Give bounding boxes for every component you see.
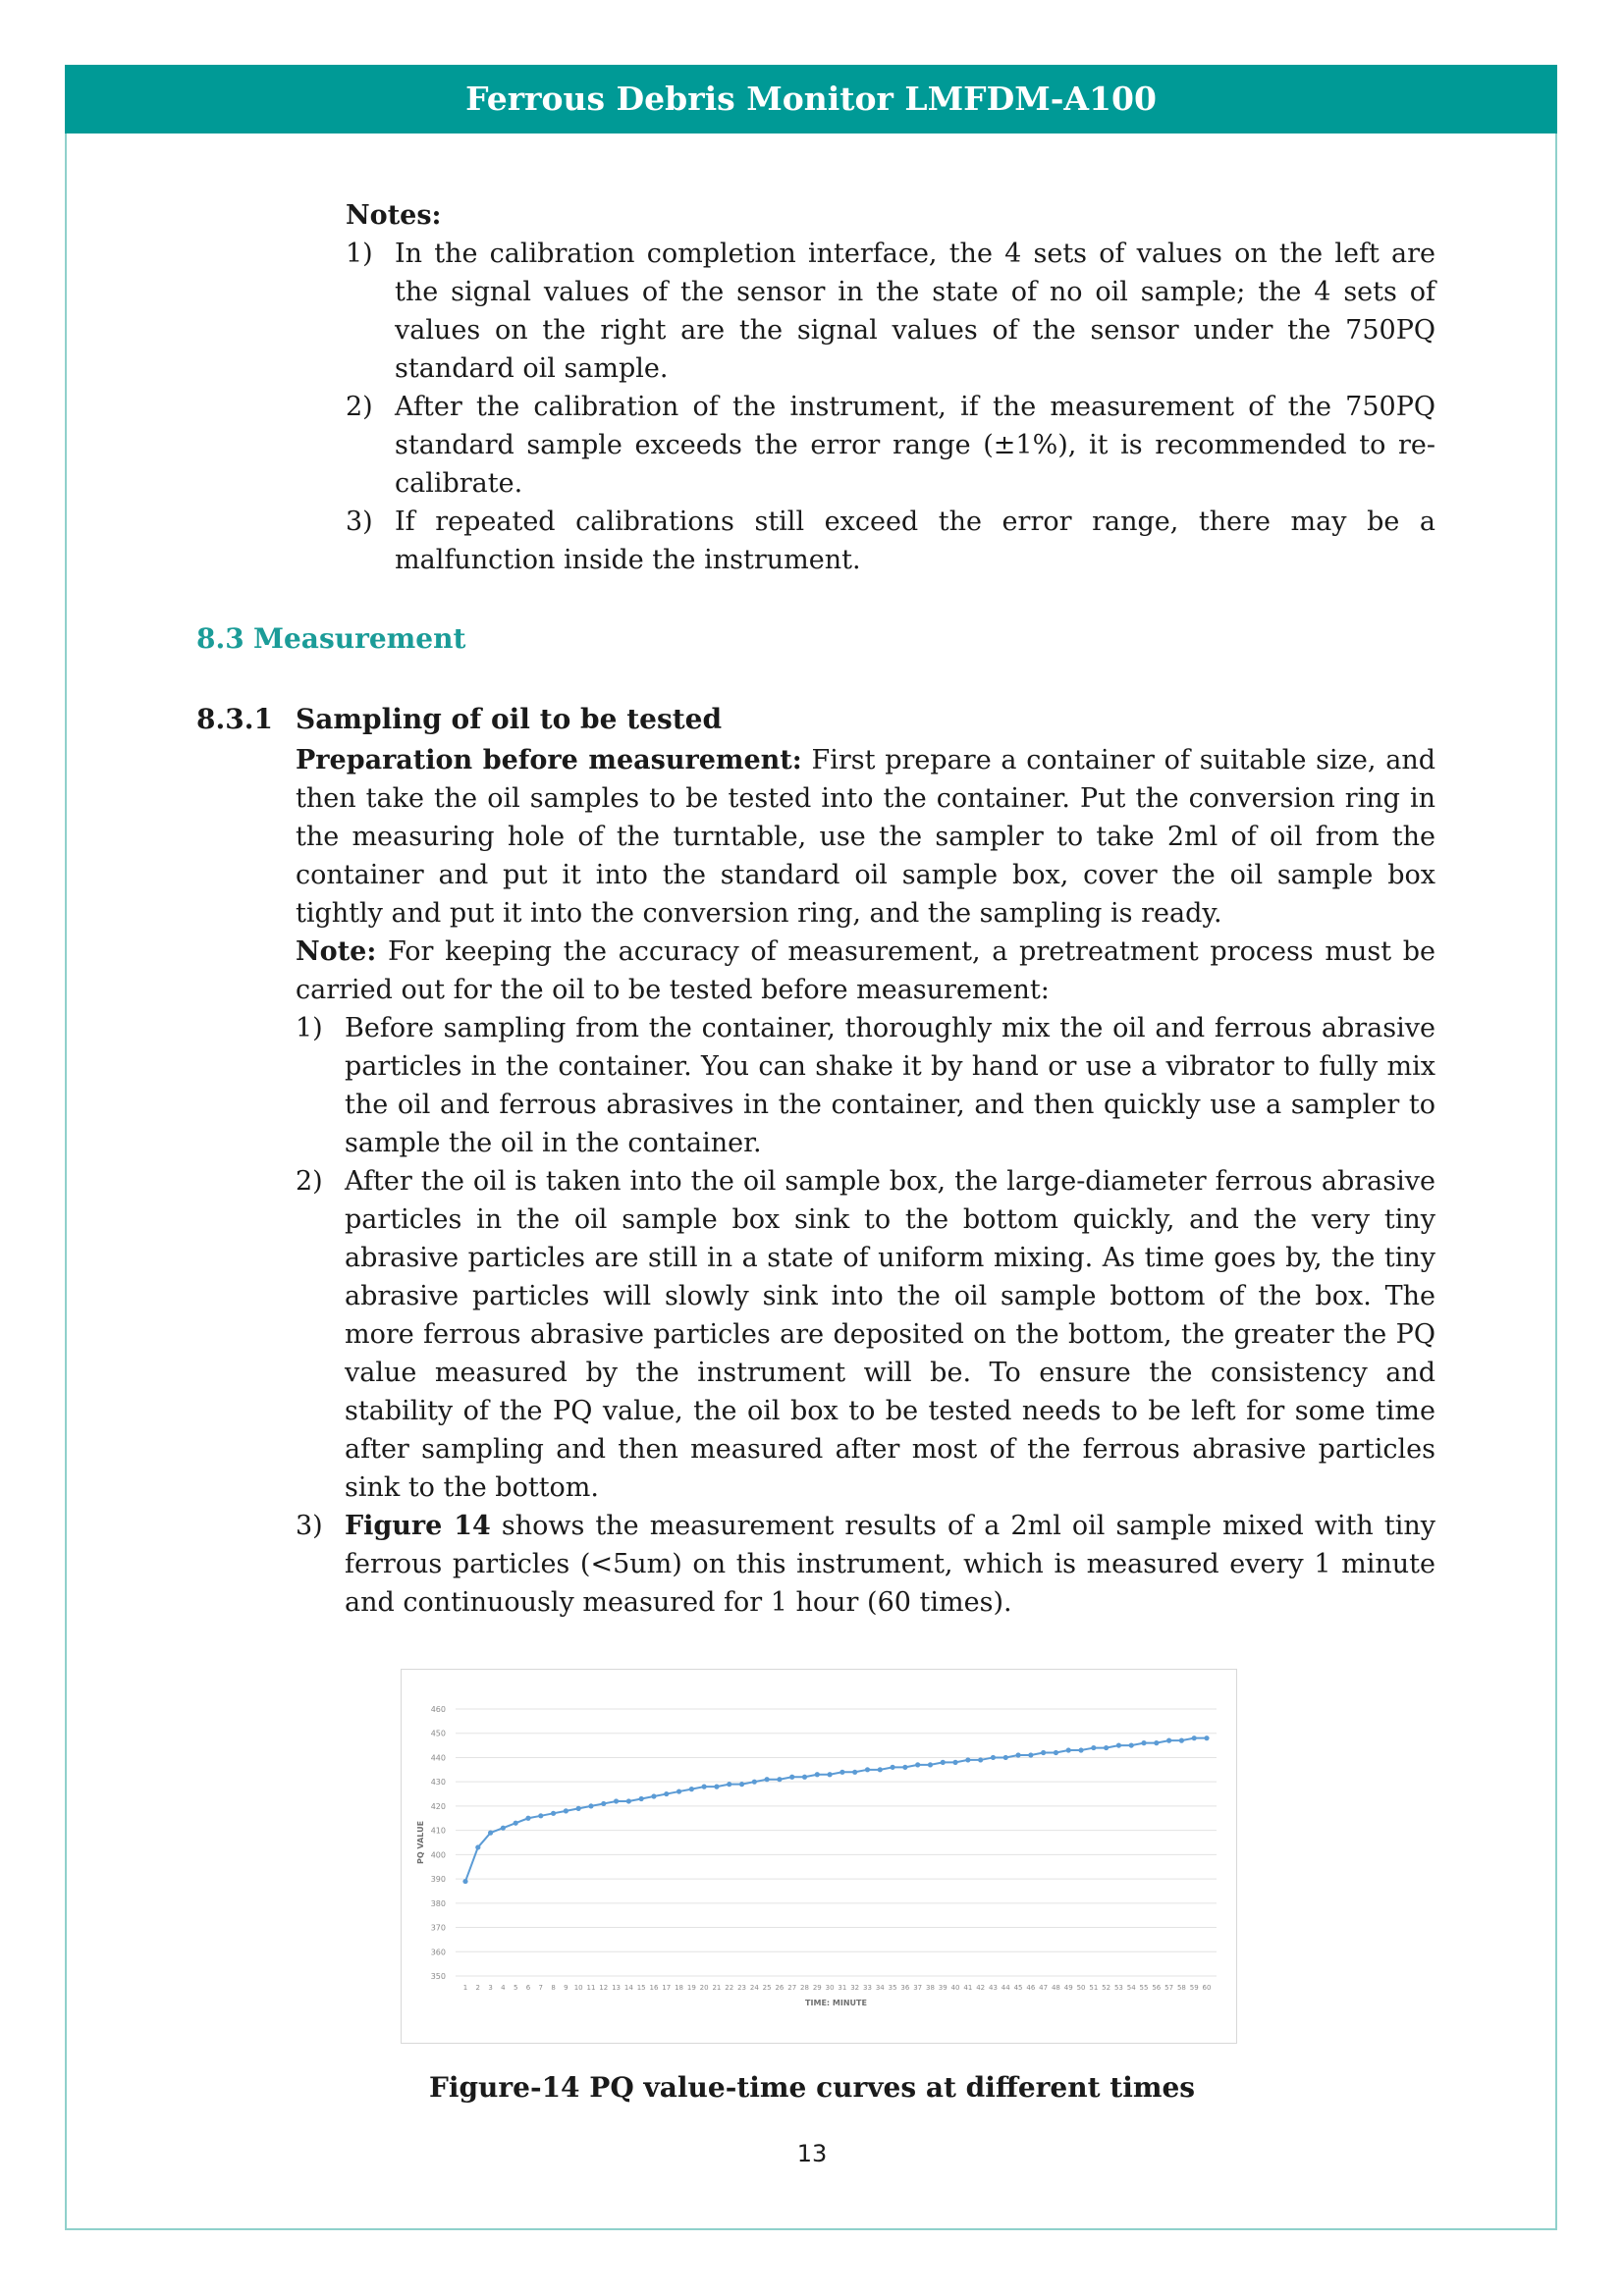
x-tick-label: 28 <box>800 1984 809 1992</box>
data-point <box>1154 1740 1159 1745</box>
data-point <box>538 1813 543 1818</box>
body-block <box>296 741 1435 1622</box>
x-tick-label: 48 <box>1051 1984 1060 1992</box>
y-tick-label: 420 <box>430 1801 446 1811</box>
data-point <box>1054 1750 1058 1755</box>
list-text: If repeated calibrations still exceed the error range, there may be a malfunction inside the instrument. <box>395 507 1435 575</box>
x-tick-label: 43 <box>988 1984 998 1992</box>
data-point <box>462 1879 467 1884</box>
x-tick-label: 22 <box>725 1984 734 1992</box>
data-point <box>1066 1747 1071 1752</box>
prep-label: Preparation before measurement: <box>296 745 802 775</box>
x-tick-label: 2 <box>475 1984 481 1992</box>
y-tick-label: 360 <box>430 1948 446 1957</box>
data-point <box>576 1806 581 1811</box>
data-point <box>991 1755 996 1760</box>
data-point <box>777 1777 782 1782</box>
data-point <box>702 1785 707 1789</box>
data-point <box>551 1811 556 1816</box>
data-point <box>501 1826 506 1831</box>
data-point <box>941 1760 946 1765</box>
x-tick-label: 40 <box>950 1984 960 1992</box>
x-tick-label: 27 <box>787 1984 797 1992</box>
data-point <box>965 1757 970 1762</box>
x-tick-label: 35 <box>888 1984 897 1992</box>
x-tick-label: 47 <box>1039 1984 1049 1992</box>
data-point <box>1166 1738 1171 1743</box>
x-tick-label: 18 <box>675 1984 684 1992</box>
data-point <box>614 1798 619 1803</box>
x-tick-label: 9 <box>564 1984 568 1992</box>
y-tick-label: 430 <box>430 1778 446 1788</box>
data-point <box>1091 1745 1096 1750</box>
data-point <box>852 1770 857 1775</box>
y-tick-label: 440 <box>430 1753 446 1763</box>
list-text: In the calibration completion interface, the 4 sets of values on the left are the signal values of the sensor in the state of no oil sample; the 4 sets of values on the right are the signal values of the sensor under the 750PQ standard oil sample. <box>395 239 1435 384</box>
document-header: Ferrous Debris Monitor LMFDM-A100 <box>65 65 1557 133</box>
data-point <box>978 1757 983 1762</box>
x-tick-label: 51 <box>1089 1984 1099 1992</box>
y-tick-label: 350 <box>430 1972 446 1981</box>
data-point <box>1003 1755 1008 1760</box>
x-tick-label: 31 <box>838 1984 847 1992</box>
data-point <box>588 1803 593 1808</box>
x-tick-label: 11 <box>586 1984 596 1992</box>
list-number: 1) <box>346 239 373 269</box>
x-tick-label: 53 <box>1113 1984 1123 1992</box>
data-point <box>1041 1750 1046 1755</box>
x-tick-label: 7 <box>538 1984 544 1992</box>
data-point <box>689 1787 694 1791</box>
y-tick-label: 450 <box>430 1729 446 1738</box>
list-number: 3) <box>346 507 373 537</box>
prep-text: First prepare a container of suitable size, and then take the oil samples to be tested into the container. Put the conversion ring in the measuring hole of the turntable, use the sampler to take 2ml of oil from the container and put it into the standard oil sample box, cover the oil sample box tightly and put it into the conversion ring, and the sampling is ready. <box>296 745 1435 929</box>
notes-item-3 <box>346 503 1435 579</box>
data-point <box>1179 1738 1184 1743</box>
data-point <box>514 1821 518 1826</box>
data-point <box>626 1798 631 1803</box>
prep-paragraph <box>296 741 1435 933</box>
section-title: Measurement <box>253 622 466 655</box>
page-number: 13 <box>796 2140 828 2167</box>
x-tick-label: 50 <box>1076 1984 1086 1992</box>
data-point <box>1204 1735 1209 1740</box>
figure-caption: Figure-14 PQ value-time curves at different times <box>428 2071 1196 2104</box>
x-tick-label: 19 <box>686 1984 696 1992</box>
data-point <box>677 1789 681 1793</box>
x-tick-label: 15 <box>636 1984 646 1992</box>
data-point <box>839 1770 844 1775</box>
body-item-3 <box>296 1507 1435 1622</box>
notes-item-2 <box>346 388 1435 503</box>
x-tick-label: 59 <box>1189 1984 1199 1992</box>
x-tick-label: 1 <box>462 1984 468 1992</box>
data-point <box>915 1762 920 1767</box>
x-tick-label: 16 <box>649 1984 659 1992</box>
x-tick-label: 21 <box>712 1984 722 1992</box>
data-point <box>1028 1752 1033 1757</box>
list-text: After the oil is taken into the oil sample box, the large-diameter ferrous abrasive particles in the oil sample box sink to the bottom quickly, and the very tiny abrasive particles are still in a state of uniform mixing. As time goes by, the tiny abrasive particles will slowly sink into the oil sample bottom of the box. The more ferrous abrasive particles are deposited on the bottom, the greater the PQ value measured by the instrument will be. To ensure the consistency and stability of the PQ value, the oil box to be tested needs to be left for some time after sampling and then measured after most of the ferrous abrasive particles sink to the bottom. <box>345 1166 1435 1503</box>
note-paragraph <box>296 933 1435 1009</box>
x-tick-label: 24 <box>749 1984 759 1992</box>
list-text: shows the measurement results of a 2ml oil sample mixed with tiny ferrous particles (<5um) on this instrument, which is measured every 1 minute and continuously measured for 1 hour (60 times). <box>345 1511 1436 1618</box>
y-tick-label: 370 <box>430 1923 446 1933</box>
x-tick-label: 49 <box>1063 1984 1073 1992</box>
subsection-number: 8.3.1 <box>196 703 273 735</box>
data-point <box>488 1831 493 1836</box>
list-number: 3) <box>296 1511 323 1541</box>
data-point <box>1015 1752 1020 1757</box>
x-tick-label: 45 <box>1013 1984 1023 1992</box>
section-number: 8.3 <box>196 622 244 655</box>
data-point <box>714 1785 719 1789</box>
figure-reference: Figure 14 <box>345 1511 491 1541</box>
data-point <box>928 1762 933 1767</box>
data-point <box>789 1775 794 1780</box>
x-tick-label: 20 <box>699 1984 709 1992</box>
data-point <box>1104 1745 1109 1750</box>
data-point <box>564 1808 568 1813</box>
note-label: Note: <box>296 936 377 967</box>
data-point <box>727 1782 731 1787</box>
x-tick-label: 30 <box>825 1984 835 1992</box>
subsection-title: Sampling of oil to be tested <box>296 703 723 735</box>
notes-heading: Notes: <box>346 200 442 231</box>
x-tick-label: 14 <box>623 1984 633 1992</box>
data-point <box>1192 1735 1197 1740</box>
body-item-1 <box>296 1009 1435 1162</box>
data-point <box>1129 1742 1134 1747</box>
x-tick-label: 42 <box>976 1984 986 1992</box>
data-point <box>1116 1742 1121 1747</box>
x-tick-label: 36 <box>900 1984 910 1992</box>
data-point <box>664 1791 669 1796</box>
x-tick-label: 38 <box>926 1984 935 1992</box>
x-tick-label: 13 <box>612 1984 622 1992</box>
list-text: After the calibration of the instrument, if the measurement of the 750PQ standard sample exceeds the error range (±1%), it is recommended to re-calibrate. <box>395 392 1435 499</box>
y-tick-label: 460 <box>430 1705 446 1714</box>
x-tick-label: 41 <box>963 1984 973 1992</box>
data-point <box>1078 1747 1083 1752</box>
x-tick-label: 33 <box>863 1984 872 1992</box>
x-tick-label: 4 <box>501 1984 506 1992</box>
data-point <box>601 1801 606 1806</box>
subsection-heading <box>196 703 722 735</box>
chart-svg <box>402 1670 1236 2043</box>
data-point <box>815 1772 820 1777</box>
data-point <box>525 1816 530 1821</box>
data-point <box>828 1772 833 1777</box>
x-tick-label: 56 <box>1152 1984 1162 1992</box>
data-point <box>752 1780 757 1785</box>
y-tick-label: 410 <box>430 1826 446 1836</box>
x-tick-label: 25 <box>762 1984 772 1992</box>
data-point <box>1141 1740 1146 1745</box>
data-point <box>865 1767 870 1772</box>
list-number: 1) <box>296 1013 323 1043</box>
x-tick-label: 52 <box>1102 1984 1111 1992</box>
x-tick-label: 17 <box>662 1984 672 1992</box>
data-point <box>765 1777 770 1782</box>
data-point <box>890 1765 894 1770</box>
y-axis-title: PQ VALUE <box>416 1820 425 1865</box>
x-tick-label: 58 <box>1176 1984 1186 1992</box>
list-text: Before sampling from the container, thoroughly mix the oil and ferrous abrasive particles in the container. You can shake it by hand or use a vibrator to fully mix the oil and ferrous abrasives in the container, and then quickly use a sampler to sample the oil in the container. <box>345 1013 1435 1158</box>
notes-block <box>346 196 1435 579</box>
list-number: 2) <box>346 392 373 422</box>
data-point <box>878 1767 883 1772</box>
x-tick-label: 26 <box>775 1984 785 1992</box>
y-tick-label: 380 <box>430 1898 446 1908</box>
list-number: 2) <box>296 1166 323 1197</box>
x-tick-label: 6 <box>525 1984 531 1992</box>
data-point <box>952 1760 957 1765</box>
x-tick-label: 54 <box>1126 1984 1136 1992</box>
x-tick-label: 23 <box>737 1984 746 1992</box>
y-tick-label: 400 <box>430 1850 446 1860</box>
x-tick-label: 60 <box>1202 1984 1212 1992</box>
x-tick-label: 12 <box>599 1984 609 1992</box>
x-tick-label: 55 <box>1139 1984 1149 1992</box>
data-point <box>902 1765 907 1770</box>
notes-item-1 <box>346 235 1435 388</box>
x-tick-label: 34 <box>875 1984 885 1992</box>
note-text: For keeping the accuracy of measurement, a pretreatment process must be carried out for the oil to be tested before measurement: <box>296 936 1435 1005</box>
x-tick-label: 32 <box>850 1984 860 1992</box>
x-tick-label: 29 <box>812 1984 822 1992</box>
x-tick-label: 8 <box>551 1984 556 1992</box>
x-tick-label: 39 <box>938 1984 947 1992</box>
body-item-2 <box>296 1162 1435 1507</box>
section-heading <box>196 622 465 655</box>
x-tick-label: 57 <box>1164 1984 1174 1992</box>
x-tick-label: 44 <box>1001 1984 1010 1992</box>
data-point <box>475 1844 480 1849</box>
data-point <box>651 1793 656 1798</box>
x-tick-label: 37 <box>913 1984 923 1992</box>
figure-14-chart <box>401 1669 1237 2044</box>
y-tick-label: 390 <box>430 1875 446 1885</box>
x-tick-label: 3 <box>488 1984 493 1992</box>
data-point <box>739 1782 744 1787</box>
data-point <box>639 1796 644 1801</box>
x-tick-label: 46 <box>1026 1984 1036 1992</box>
x-tick-label: 10 <box>573 1984 583 1992</box>
x-tick-label: 5 <box>513 1984 518 1992</box>
data-point <box>802 1775 807 1780</box>
x-axis-title: TIME: MINUTE <box>805 1999 867 2007</box>
